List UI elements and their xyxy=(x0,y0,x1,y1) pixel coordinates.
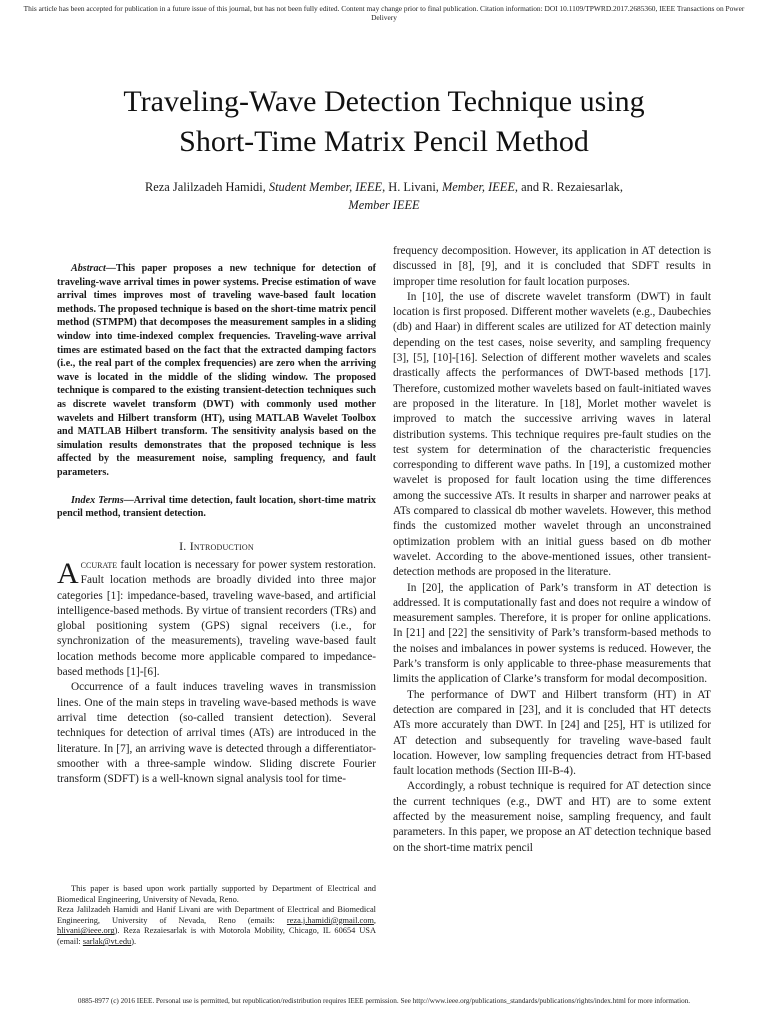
title-line-1: Traveling-Wave Detection Technique using xyxy=(123,85,645,118)
right-paragraph-1: frequency decomposition. However, its application in AT detection is discussed in [8], [9], and it is concluded that SDFT results in improper time resolution for fault location purposes. xyxy=(393,245,711,288)
author-3-name: and R. Rezaiesarlak, xyxy=(518,180,623,194)
intro-paragraph-1-text: fault location is necessary for power system restoration. Fault location methods are broadly divided into three major categories [1]: impedance-based, traveling wave-based, and artificial intelligence-based methods. By virtue of transient recorders (TRs) and global positioning system (GPS) signal receivers (i.e., for synchronization of the measurements), traveling wave-based fault location methods become more applicable compared to impedance-based methods [1]-[6]. xyxy=(57,558,376,679)
index-terms xyxy=(57,494,376,521)
right-paragraph-2: In [10], the use of discrete wavelet transform (DWT) in fault location is first proposed. Different mother wavelets (e.g., Daubechies (db) and Haar) in different scales are utilized for AT detection mainly depending on the test cases, noise severity, and sampling frequency [3], [5], [10]-[16]. Selection of different mother wavelets and scales drastically affects the performances of DWT-based methods [17]. Therefore, customized mother wavelets based on fault-initiated waves are proposed in the literature. In [18], Morlet mother wavelet is improved to match the successive arriving waves in lateral distribution systems. This technique requires pre-fault studies on the test system for determination of the characteristic frequencies corresponding to different wave paths. In [19], a customized mother wavelet is proposed for fault location using the time differences among the successive ATs. It results in sharper and narrower peaks at ATs compared to classical db mother wavelets. However, this method finds the customized mother wavelet through an unconstrained optimization problem with an initial guess based on db mother wavelet. According to the above-mentioned issues, other transient-detection methods are proposed in the literature. xyxy=(393,290,711,579)
footnote-affiliation-text-2: ). Reza Rezaiesarlak is with Motorola Mobility, Chicago, IL 60654 USA (email: xyxy=(57,926,376,946)
footnote-close: ). xyxy=(131,936,137,946)
footnote-affiliation-text: Reza Jalilzadeh Hamidi and Hanif Livani are with Department of Electrical and Biomedical Engineering, University of Nevada, Reno (emails: xyxy=(57,905,376,925)
right-paragraph-4: The performance of DWT and Hilbert transform (HT) in AT detection are compared in [23], and it is concluded that HT detects ATs more accurately than DWT. In [24] and [25], HT is utilized for AT detection and subsequently for traveling wave-based fault location. However, low sampling frequencies detract from HT-based fault location methods (Section III-B-4). xyxy=(393,688,711,778)
paper-title xyxy=(40,82,728,162)
abstract-text: —This paper proposes a new technique for detection of traveling-wave arrival times in power systems. Precise estimation of wave arrival times improves most of traveling wave-based fault location methods. The proposed technique is based on the short-time matrix pencil method (STMPM) that decomposes the measurement samples in a sliding window into time-indexed complex frequencies. Traveling-wave arrival times are estimated based on the fact that the extracted damping factors (i.e., the real part of the complex frequencies) are zero when the arriving wave is located in the middle of the sliding window. The proposed technique is compared to the existing transient-detection techniques such as discrete wavelet transform (DWT) with commonly used mother wavelets and Hilbert transform (HT), using MATLAB Wavelet Toolbox and MATLAB Hilbert transform. The sensitivity analysis based on the simulation results demonstrates that the proposed technique is less affected by the measurement noise, sampling frequency, and fault parameters. xyxy=(57,263,376,478)
intro-small-caps: ccurate xyxy=(80,558,118,571)
first-page-footnote xyxy=(57,884,376,948)
intro-paragraph-2: Occurrence of a fault induces traveling waves in transmission lines. One of the main steps in traveling wave-based methods is wave arrival time detection (so-called transient detection). Several techniques for detection of arrival times (ATs) are introduced in the literature. In [7], an arriving wave is detected through a differentiator-smoother with a three-sample window. Sliding discrete Fourier transform (SDFT) is a well-known signal analysis tool for time- xyxy=(57,681,376,786)
journal-acceptance-notice: This article has been accepted for publication in a future issue of this journal, but has not been fully edited. Content may change prior to final publication. Citation information: DOI 10.1109/TPWRD.2017.2685360, IEEE Transactions on Power Delivery xyxy=(23,4,745,22)
abstract xyxy=(57,262,376,480)
section-heading-introduction: I. Introduction xyxy=(179,538,254,553)
drop-cap: A xyxy=(57,556,79,590)
email-link-livani[interactable]: hlivani@ieee.org xyxy=(57,926,115,936)
author-3-role: Member IEEE xyxy=(348,198,420,212)
intro-paragraph-1 xyxy=(57,558,376,680)
email-link-hamidi[interactable]: reza.j.hamidi@gmail.com xyxy=(286,915,374,925)
author-1-name: Reza Jalilzadeh Hamidi, xyxy=(145,180,269,194)
footnote-affiliations xyxy=(57,905,376,947)
copyright-license-notice: 0885-8977 (c) 2016 IEEE. Personal use is permitted, but republication/redistribution requires IEEE permission. See http://www.ieee.org/publications_standards/publications/rights/index.html for more information. xyxy=(77,997,691,1005)
footnote-funding: This paper is based upon work partially supported by Department of Electrical and Biomedical Engineering, University of Nevada, Reno. xyxy=(57,884,376,904)
abstract-label: Abstract xyxy=(71,263,106,274)
right-column xyxy=(393,244,711,856)
author-1-role: Student Member, IEEE xyxy=(268,180,383,194)
right-paragraph-3: In [20], the application of Park’s transform in AT detection is addressed. It is computationally fast and does not require a window of measurement samples. Therefore, it is proper for online applications. In [21] and [22] the sensitivity of Park’s transform-based methods to the noises and imbalances in power systems is reduced. However, the Park’s transform is only applicable to three-phase measurements that limits the application of Clarke’s transform for modal decomposition. xyxy=(393,581,711,686)
author-list xyxy=(80,178,688,214)
right-paragraph-5: Accordingly, a robust technique is required for AT detection since the current techniques (e.g., DWT and HT) are to some extent affected by the measurement noise, sampling frequency, and fault parameters. In this paper, we propose an AT detection technique based on the short-time matrix pencil xyxy=(393,780,711,854)
index-terms-label: Index Terms xyxy=(71,494,124,506)
footnote-separator: , xyxy=(373,915,376,925)
email-link-rezaiesarlak[interactable]: sarlak@vt.edu xyxy=(82,936,132,946)
title-line-2: Short-Time Matrix Pencil Method xyxy=(179,125,589,158)
author-2-name: , H. Livani, xyxy=(382,180,442,194)
left-column xyxy=(57,262,376,787)
author-2-role: Member, IEEE, xyxy=(441,180,519,194)
index-terms-text: —Arrival time detection, fault location, short-time matrix pencil method, transient detection. xyxy=(57,494,376,520)
